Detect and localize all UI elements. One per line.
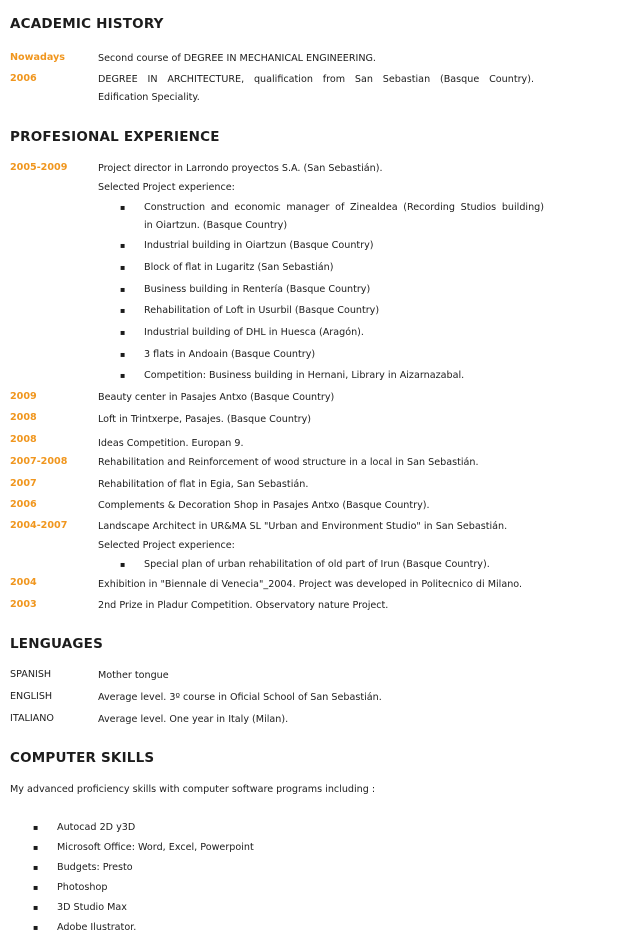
bullet-icon: ▪	[120, 371, 126, 380]
experience-text: Ideas Competition. Europan 9.	[98, 438, 244, 449]
academic-year: Nowadays	[10, 52, 65, 63]
skill-item: Budgets: Presto	[57, 862, 133, 873]
experience-year: 2009	[10, 391, 37, 402]
experience-text: Rehabilitation and Reinforcement of wood structure in a local in San Sebastián.	[98, 457, 479, 468]
experience-year: 2008	[10, 412, 37, 423]
selected-projects-label: Selected Project experience:	[98, 540, 235, 551]
bullet-icon: ▪	[120, 203, 126, 212]
academic-text: Second course of DEGREE IN MECHANICAL ENGINEERING.	[98, 53, 376, 64]
bullet-icon: ▪	[33, 823, 39, 832]
skill-item: Adobe Ilustrator.	[57, 922, 137, 933]
project-item: 3 flats in Andoain (Basque Country)	[144, 349, 316, 360]
academic-text: DEGREE IN ARCHITECTURE, qualification from San Sebastian (Basque Country).	[98, 74, 534, 85]
professional-experience-heading: PROFESIONAL EXPERIENCE	[10, 129, 220, 145]
experience-text: Exhibition in "Biennale di Venecia"_2004. Project was developed in Politecnico di Milano.	[98, 579, 523, 590]
bullet-icon: ▪	[33, 883, 39, 892]
project-item: Special plan of urban rehabilitation of old part of Irun (Basque Country).	[144, 559, 490, 570]
experience-year: 2007	[10, 478, 37, 489]
experience-text: Loft in Trintxerpe, Pasajes. (Basque Country)	[98, 414, 312, 425]
selected-projects-label: Selected Project experience:	[98, 182, 235, 193]
experience-year: 2008	[10, 434, 37, 445]
bullet-icon: ▪	[120, 241, 126, 250]
academic-text: Edification Speciality.	[98, 92, 200, 103]
experience-text: Project director in Larrondo proyectos S.A. (San Sebastián).	[98, 163, 383, 174]
project-item: Construction and economic manager of Zinealdea (Recording Studios building)	[144, 202, 544, 213]
language-name: SPANISH	[10, 669, 52, 680]
skill-item: Autocad 2D y3D	[57, 822, 136, 833]
experience-text: Landscape Architect in UR&MA SL "Urban and Environment Studio" in San Sebastián.	[98, 521, 508, 532]
bullet-icon: ▪	[120, 350, 126, 359]
bullet-icon: ▪	[120, 263, 126, 272]
project-item: in Oiartzun. (Basque Country)	[144, 220, 288, 231]
language-level: Mother tongue	[98, 670, 169, 681]
languages-heading: LENGUAGES	[10, 636, 104, 652]
bullet-icon: ▪	[120, 306, 126, 315]
bullet-icon: ▪	[120, 285, 126, 294]
language-level: Average level. 3º course in Oficial School of San Sebastián.	[98, 692, 382, 703]
experience-year: 2004	[10, 577, 37, 588]
skill-item: 3D Studio Max	[57, 902, 127, 913]
academic-history-heading: ACADEMIC HISTORY	[10, 16, 164, 32]
language-name: ITALIANO	[10, 713, 54, 724]
experience-text: Rehabilitation of flat in Egia, San Sebastián.	[98, 479, 309, 490]
project-item: Competition: Business building in Hernani, Library in Aizarnazabal.	[144, 370, 465, 381]
project-item: Industrial building of DHL in Huesca (Aragón).	[144, 327, 364, 338]
bullet-icon: ▪	[33, 843, 39, 852]
experience-year: 2006	[10, 499, 37, 510]
project-item: Business building in Rentería (Basque Country)	[144, 284, 371, 295]
language-name: ENGLISH	[10, 691, 53, 702]
experience-text: Complements & Decoration Shop in Pasajes Antxo (Basque Country).	[98, 500, 430, 511]
experience-year: 2007-2008	[10, 456, 68, 467]
project-item: Rehabilitation of Loft in Usurbil (Basque Country)	[144, 305, 380, 316]
project-item: Industrial building in Oiartzun (Basque Country)	[144, 240, 374, 251]
computer-skills-heading: COMPUTER SKILLS	[10, 750, 155, 766]
experience-year: 2004-2007	[10, 520, 68, 531]
experience-text: 2nd Prize in Pladur Competition. Observatory nature Project.	[98, 600, 389, 611]
computer-skills-intro: My advanced proficiency skills with computer software programs including :	[10, 784, 376, 795]
academic-year: 2006	[10, 73, 37, 84]
project-item: Block of flat in Lugaritz (San Sebastián)	[144, 262, 334, 273]
bullet-icon: ▪	[33, 903, 39, 912]
language-level: Average level. One year in Italy (Milan).	[98, 714, 289, 725]
bullet-icon: ▪	[33, 923, 39, 932]
bullet-icon: ▪	[120, 328, 126, 337]
experience-text: Beauty center in Pasajes Antxo (Basque Country)	[98, 392, 335, 403]
skill-item: Photoshop	[57, 882, 108, 893]
experience-year: 2005-2009	[10, 162, 68, 173]
bullet-icon: ▪	[120, 560, 126, 569]
skill-item: Microsoft Office: Word, Excel, Powerpoint	[57, 842, 254, 853]
bullet-icon: ▪	[33, 863, 39, 872]
experience-year: 2003	[10, 599, 37, 610]
